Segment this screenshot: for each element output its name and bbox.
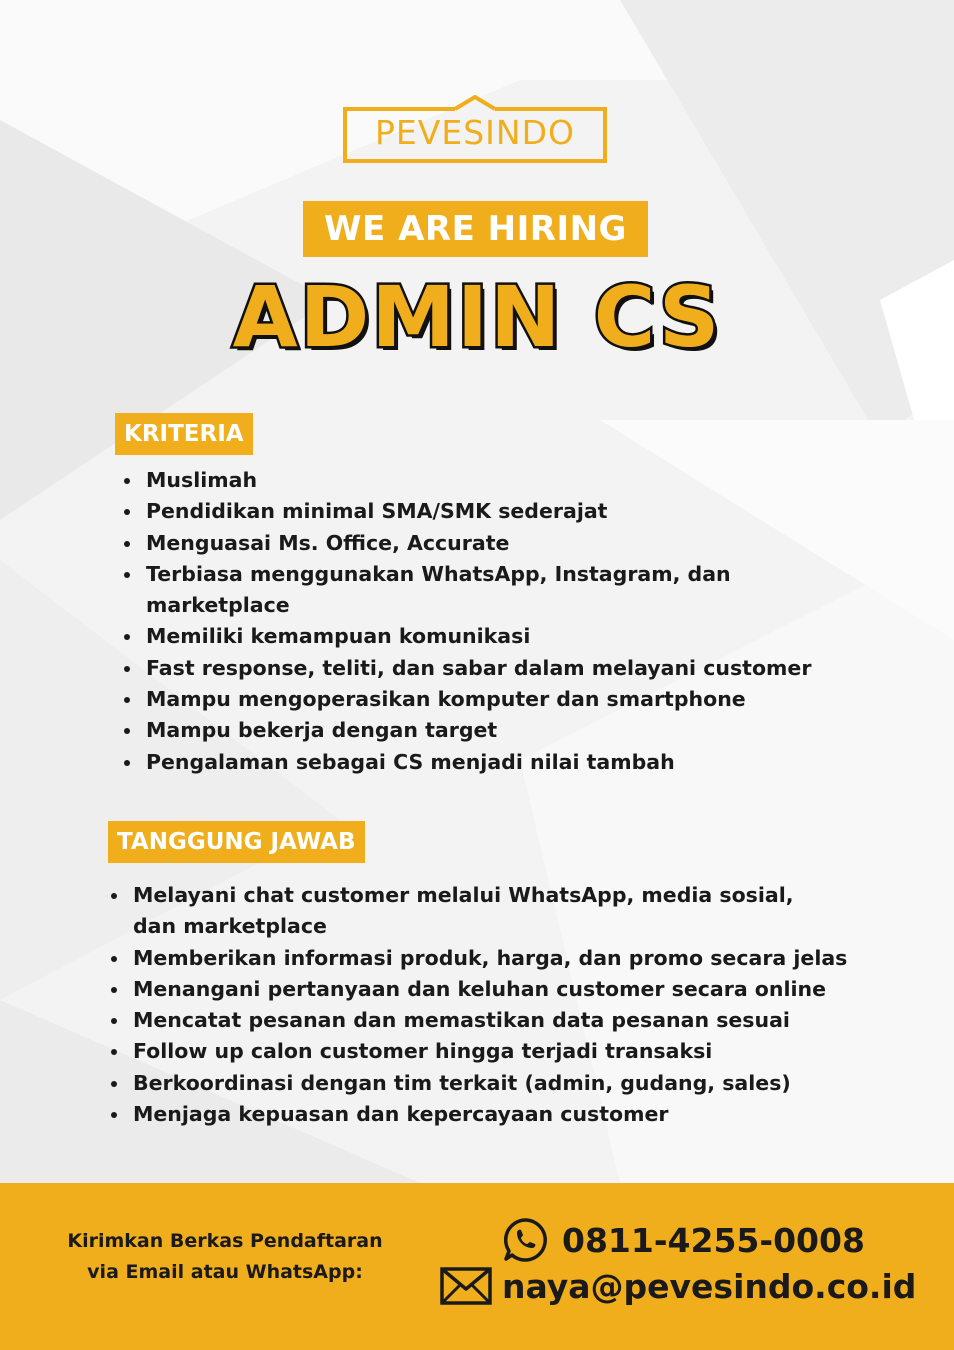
kriteria-list	[122, 465, 862, 778]
list-item: Menjaga kepuasan dan kepercayaan customer	[109, 1099, 889, 1130]
list-item: Follow up calon customer hingga terjadi transaksi	[109, 1036, 889, 1067]
tanggung-jawab-list	[109, 880, 889, 1130]
email-contact[interactable]	[440, 1258, 916, 1314]
footer-note-line: via Email atau WhatsApp:	[87, 1261, 363, 1283]
list-item: Mencatat pesanan dan memastikan data pesanan sesuai	[109, 1005, 889, 1036]
list-item: Muslimah	[122, 465, 862, 496]
hiring-banner: WE ARE HIRING	[303, 201, 648, 257]
list-item: Berkoordinasi dengan tim terkait (admin, gudang, sales)	[109, 1068, 889, 1099]
kriteria-heading: KRITERIA	[115, 413, 253, 455]
whatsapp-icon	[502, 1217, 548, 1263]
tanggung-jawab-heading: TANGGUNG JAWAB	[108, 821, 365, 863]
list-item: Mampu mengoperasikan komputer dan smartphone	[122, 684, 862, 715]
job-title: ADMIN CS	[232, 268, 722, 366]
list-item: Menguasai Ms. Office, Accurate	[122, 528, 862, 559]
email-address[interactable]: naya@pevesindo.co.id	[502, 1266, 917, 1306]
list-item: Mampu bekerja dengan target	[122, 715, 862, 746]
list-item: Memiliki kemampuan komunikasi	[122, 621, 862, 652]
list-item: Pendidikan minimal SMA/SMK sederajat	[122, 496, 862, 527]
footer-note	[40, 1226, 410, 1288]
list-item: Melayani chat customer melalui WhatsApp, media sosial, dan marketplace	[109, 880, 833, 943]
footer-note-line: Kirimkan Berkas Pendaftaran	[67, 1230, 383, 1252]
list-item: Fast response, teliti, dan sabar dalam melayani customer	[122, 653, 862, 684]
list-item: Memberikan informasi produk, harga, dan promo secara jelas	[109, 943, 889, 974]
envelope-icon	[440, 1267, 492, 1305]
list-item: Terbiasa menggunakan WhatsApp, Instagram, dan marketplace	[122, 559, 786, 622]
phone-number[interactable]: 0811-4255-0008	[562, 1220, 865, 1260]
list-item: Menangani pertanyaan dan keluhan customer secara online	[109, 974, 889, 1005]
logo-text: PEVESINDO	[375, 113, 575, 152]
list-item: Pengalaman sebagai CS menjadi nilai tambah	[122, 747, 862, 778]
